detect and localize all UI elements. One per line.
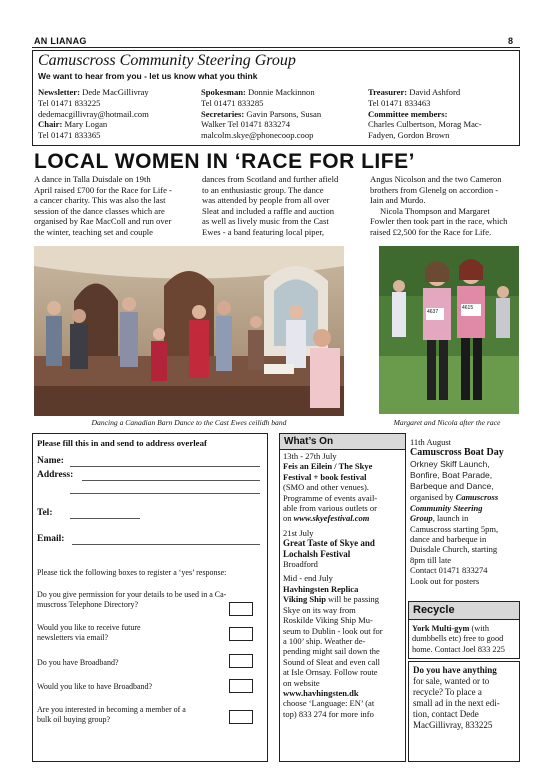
havhingsten-link[interactable]: www.havhingsten.dk bbox=[283, 687, 359, 698]
name-label: Name: bbox=[37, 456, 64, 466]
article-line: Iain and Murdo. bbox=[370, 195, 426, 206]
contact-line: Charles Culbertson, Morag Mac- bbox=[368, 119, 482, 130]
event-title: Viking Ship bbox=[283, 594, 326, 605]
forsale-title: Do you have anything bbox=[413, 665, 497, 675]
event-date: Mid - end July bbox=[283, 573, 333, 584]
contact-line: Tel 01471 833225 bbox=[38, 97, 101, 108]
boat-day-event bbox=[410, 437, 522, 586]
article-col-2 bbox=[202, 174, 362, 238]
question-line: Do you give permission for your details to be used in a Ca- bbox=[37, 590, 227, 599]
article-line: as well as lively music from the Cast bbox=[202, 216, 329, 227]
event-line: will be passing bbox=[325, 594, 380, 605]
contact-line: Tel 01471 833365 bbox=[38, 130, 101, 141]
question-line: Would you like to receive future bbox=[37, 623, 141, 632]
question-has-broadband: Do you have Broadband? bbox=[37, 658, 119, 667]
recycle-item: York Multi-gym bbox=[412, 624, 470, 633]
recycle-line: dumbbells etc) free to good bbox=[412, 634, 504, 644]
page-number: 8 bbox=[508, 36, 514, 46]
dance-photo-caption: Dancing a Canadian Barn Dance to the Cast Ewes ceilidh band bbox=[91, 418, 287, 427]
article-line: Nicola Thompson and Margaret bbox=[380, 205, 490, 216]
race-photo-caption: Margaret and Nicola after the race bbox=[393, 418, 501, 427]
contact-line: Walker Tel 01471 833274 bbox=[201, 119, 291, 130]
event-line: Barbeque and Dance, bbox=[410, 481, 494, 492]
question-line: Are you interested in becoming a member of a bbox=[37, 705, 186, 714]
event-line: Camuscross starting 5pm, bbox=[410, 523, 499, 534]
event-line: 8pm till late bbox=[410, 554, 452, 565]
event-line: Sound of Sleat and even call bbox=[283, 656, 381, 667]
question-line: newsletters via email? bbox=[37, 633, 109, 642]
contact-line bbox=[201, 109, 366, 120]
header-rule bbox=[32, 47, 520, 48]
question-email-newsletter bbox=[37, 623, 227, 643]
contact-value: Dede MacGillivray bbox=[80, 87, 149, 97]
dance-photo-image bbox=[34, 246, 344, 416]
event-line: Skye on its way from bbox=[283, 604, 356, 615]
article-line: dances from Scotland and further afield bbox=[202, 174, 339, 184]
contact-role: Secretaries: bbox=[201, 108, 245, 119]
question-directory bbox=[37, 590, 232, 610]
dance-photo bbox=[34, 246, 344, 416]
race-bib-1: 4637 bbox=[427, 309, 439, 315]
whats-on-title: What’s On bbox=[280, 434, 405, 450]
forsale-line: small ad in the next edi- bbox=[413, 698, 500, 708]
event-line: Duisdale Church, starting bbox=[410, 544, 498, 555]
contact-line: Committee members: bbox=[368, 108, 448, 119]
contact-line bbox=[38, 87, 198, 98]
forsale-line: recycle? To place a bbox=[413, 687, 482, 697]
event-line: organised by bbox=[410, 492, 456, 503]
email-field[interactable] bbox=[72, 544, 260, 545]
event-date: 21st July bbox=[283, 527, 314, 538]
event-line: top) 833 274 for more info bbox=[283, 708, 374, 719]
contact-email[interactable]: dedemacgillivray@hotmail.com bbox=[38, 108, 149, 119]
event-title: Havhingsten Replica bbox=[283, 583, 359, 594]
article-line: April raised £700 for the Race for Life - bbox=[34, 184, 172, 195]
article-line: a cancer charity. This was also the last bbox=[34, 195, 166, 206]
article-line: A dance in Talla Duisdale on 19th bbox=[34, 174, 151, 184]
event-line: able from various outlets or bbox=[283, 503, 377, 514]
contact-role: Treasurer: bbox=[368, 87, 408, 97]
article-line: Sleat and included a raffle and auction bbox=[202, 205, 335, 216]
tel-label: Tel: bbox=[37, 508, 53, 518]
contact-col-1-lines bbox=[38, 87, 198, 141]
event-line: at Isle Ornsay. Follow route bbox=[283, 667, 378, 678]
contact-col-3 bbox=[368, 87, 518, 141]
article-line: raised £2,500 for the Race for Life. bbox=[370, 226, 492, 237]
org-subtitle: We want to hear from you - let us know what you think bbox=[38, 71, 258, 81]
event-line: Roskilde Viking Ship Mu- bbox=[283, 615, 373, 626]
contact-value: Gavin Parsons, Susan bbox=[244, 108, 322, 119]
boat-day-highlights bbox=[410, 459, 522, 492]
oil-group-checkbox[interactable] bbox=[229, 710, 253, 724]
event-line: choose ‘Language: EN’ (at bbox=[283, 698, 375, 709]
event-line: pending might sail down the bbox=[283, 646, 380, 657]
org-name: Camuscross bbox=[455, 492, 499, 503]
contact-value: David Ashford bbox=[407, 87, 461, 97]
event-line: Look out for posters bbox=[410, 575, 480, 586]
contact-role: Chair: bbox=[38, 119, 63, 130]
org-name: Community Steering bbox=[410, 502, 483, 513]
event-title: Festival + book festival bbox=[283, 471, 367, 482]
article-line: the winter, teaching set and couple bbox=[34, 226, 153, 237]
address-field-2[interactable] bbox=[70, 493, 260, 494]
event-line: , launch in bbox=[432, 513, 469, 524]
recycle-body bbox=[409, 620, 519, 655]
question-want-broadband: Would you like to have Broadband? bbox=[37, 682, 153, 691]
form-intro: Please fill this in and send to address overleaf bbox=[37, 438, 207, 448]
race-photo-image bbox=[379, 246, 519, 414]
contact-line bbox=[368, 87, 518, 98]
question-line: bulk oil buying group? bbox=[37, 715, 111, 724]
contact-value: Donnie Mackinnon bbox=[245, 87, 315, 97]
event-line: (SMO and other venues). bbox=[283, 482, 369, 493]
race-photo bbox=[379, 246, 519, 414]
event-line: on bbox=[283, 513, 294, 524]
article-line: Ewes - a band featuring local piper, bbox=[202, 226, 325, 237]
forsale-line: MacGillivray, 833225 bbox=[413, 720, 493, 730]
contact-line: Tel 01471 833285 bbox=[201, 97, 264, 108]
event-line: on website bbox=[283, 677, 320, 688]
race-bib-2: 4615 bbox=[462, 305, 474, 311]
email-label: Email: bbox=[37, 534, 65, 544]
publication-name: AN LIANAG bbox=[34, 36, 87, 46]
article-line: was attended by people from all over bbox=[202, 195, 330, 206]
event-line: a 100’ ship. Weather de- bbox=[283, 635, 366, 646]
article-col-1 bbox=[34, 174, 194, 238]
event-title: Feis an Eilein / The Skye bbox=[283, 461, 373, 472]
event-line: seum to Dublin - look out for bbox=[283, 625, 383, 636]
question-oil-group bbox=[37, 705, 227, 725]
article-headline: LOCAL WOMEN IN ‘RACE FOR LIFE’ bbox=[34, 150, 415, 173]
contact-line: Fadyen, Gordon Brown bbox=[368, 130, 450, 141]
has-broadband-checkbox[interactable] bbox=[229, 654, 253, 668]
article-line: organised by Rae MacColl and run over bbox=[34, 216, 172, 227]
tel-field[interactable] bbox=[70, 518, 140, 519]
forsale-box bbox=[408, 661, 520, 762]
event-date: 11th August bbox=[410, 437, 452, 447]
want-broadband-checkbox[interactable] bbox=[229, 679, 253, 693]
email-newsletter-checkbox[interactable] bbox=[229, 627, 253, 641]
recycle-line: (with bbox=[469, 624, 489, 633]
article-line: to an enthusiastic group. The dance bbox=[202, 184, 324, 195]
event-line: dance and barbeque in bbox=[410, 534, 487, 545]
event-line: Orkney Skiff Launch, bbox=[410, 459, 490, 470]
article-line: Fowler then took part in the race, which bbox=[370, 216, 508, 227]
org-title: Camuscross Community Steering Group bbox=[38, 52, 296, 69]
forsale-body bbox=[409, 662, 519, 734]
contact-email[interactable]: malcolm.skye@phonecoop.coop bbox=[201, 130, 314, 141]
contact-col-2 bbox=[201, 87, 366, 141]
question-line: muscross Telephone Directory? bbox=[37, 600, 139, 609]
forsale-line: tion, contact Dede bbox=[413, 709, 479, 719]
article-line: brothers from Glenelg on accordion - bbox=[370, 184, 499, 195]
contact-role: Newsletter: bbox=[38, 87, 80, 97]
contact-role: Spokesman: bbox=[201, 87, 246, 97]
skye-festival-link[interactable]: www.skyefestival.com bbox=[293, 513, 370, 524]
address-label: Address: bbox=[37, 470, 74, 480]
event-line: Broadford bbox=[283, 559, 318, 570]
event-line: Programme of events avail- bbox=[283, 492, 378, 503]
directory-checkbox[interactable] bbox=[229, 602, 253, 616]
org-name: Group bbox=[410, 513, 433, 524]
event-title: Lochalsh Festival bbox=[283, 548, 351, 559]
article-line: session of the dance classes which are bbox=[34, 205, 165, 216]
whats-on-events bbox=[283, 451, 405, 719]
contact-value: Mary Logan bbox=[62, 119, 108, 130]
recycle-title: Recycle bbox=[409, 602, 519, 620]
article-line: Angus Nicolson and the two Cameron bbox=[370, 174, 502, 184]
tick-intro: Please tick the following boxes to register a ‘yes’ response: bbox=[37, 568, 227, 577]
contact-line bbox=[201, 87, 366, 98]
address-field-1[interactable] bbox=[82, 480, 260, 481]
contact-line bbox=[38, 119, 198, 130]
event-date: 13th - 27th July bbox=[283, 451, 337, 461]
event-title: Camuscross Boat Day bbox=[410, 447, 504, 459]
event-line: Bonfire, Boat Parade, bbox=[410, 470, 493, 481]
event-title: Great Taste of Skye and bbox=[283, 538, 375, 549]
recycle-box bbox=[408, 601, 520, 659]
contact-line: Tel 01471 833463 bbox=[368, 97, 431, 108]
event-line: Contact 01471 833274 bbox=[410, 565, 488, 576]
recycle-line: home. Contact Joel 833 225 bbox=[412, 644, 505, 654]
name-field[interactable] bbox=[70, 466, 260, 467]
forsale-line: for sale, wanted or to bbox=[413, 676, 490, 686]
article-col-3 bbox=[370, 174, 520, 238]
